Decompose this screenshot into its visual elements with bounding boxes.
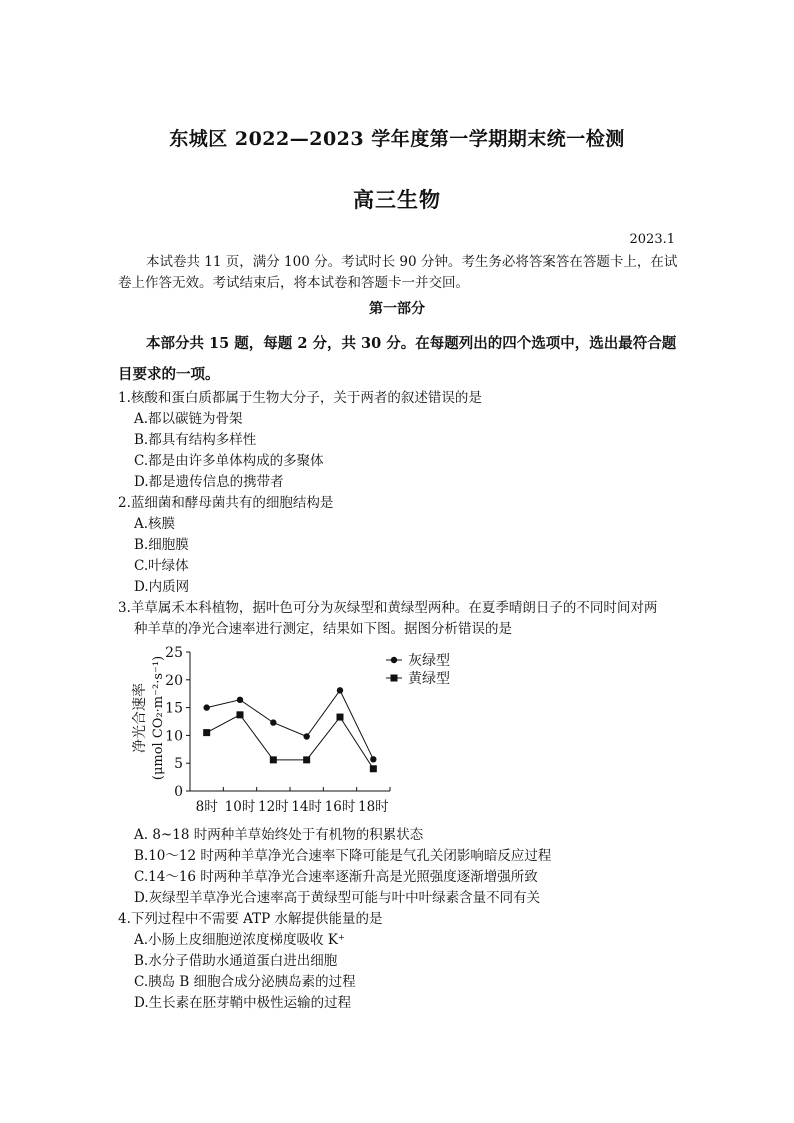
question-3-option-d: D.灰绿型羊草净光合速率高于黄绿型可能与叶中叶绿素含量不同有关	[134, 890, 541, 906]
data-point	[303, 733, 309, 739]
data-point	[270, 719, 276, 725]
y-axis-label-line-2: (μmol CO₂·m⁻²·s⁻¹)	[151, 655, 166, 781]
question-3-option-b: B.10～12 时两种羊草净光合速率下降可能是气孔关闭影响暗反应过程	[134, 848, 552, 864]
x-tick-label: 18时	[357, 799, 389, 815]
data-point	[370, 765, 377, 772]
question-2-option-c: C.叶绿体	[134, 558, 189, 574]
question-1-option-d: D.都是遗传信息的携带者	[134, 474, 284, 490]
question-1-option-a: A.都以碳链为骨架	[134, 411, 243, 427]
x-tick-label: 8时	[195, 799, 218, 815]
data-point	[370, 756, 376, 762]
y-tick-label: 15	[165, 700, 183, 717]
data-point	[237, 711, 244, 718]
chart-legend	[386, 652, 450, 687]
question-3-stem-line-2: 种羊草的净光合速率进行测定，结果如下图。据图分析错误的是	[134, 621, 512, 637]
question-2-option-a: A.核膜	[134, 516, 176, 532]
question-4-option-d: D.生长素在胚芽鞘中极性运输的过程	[134, 995, 352, 1011]
data-point	[203, 729, 210, 736]
legend-marker	[391, 675, 398, 682]
question-3-stem-line-1: 3.羊草属禾本科植物，据叶色可分为灰绿型和黄绿型两种。在夏季晴朗日子的不同时间对两	[118, 600, 658, 616]
data-point	[237, 697, 243, 703]
question-4-option-b: B.水分子借助水通道蛋白进出细胞	[134, 953, 338, 969]
x-tick-label: 12时	[257, 799, 289, 815]
exam-title: 东城区 2022—2023 学年度第一学期期末统一检测	[169, 128, 625, 150]
legend-label: 灰绿型	[408, 653, 450, 669]
chart-axes	[190, 652, 390, 791]
y-axis-label-line-1: 净光合速率	[132, 683, 148, 753]
question-4-stem: 4.下列过程中不需要 ATP 水解提供能量的是	[118, 911, 383, 927]
question-2-option-d: D.内质网	[134, 579, 190, 595]
y-tick-label: 20	[165, 672, 183, 689]
exam-intro: 本试卷共 11 页，满分 100 分。考试时长 90 分钟。考生务必将答案答在答题卡上，在试卷上作答无效。考试结束后，将本试卷和答题卡一并交回。	[118, 254, 678, 291]
question-3-option-a: A. 8~18 时两种羊草始终处于有机物的积累状态	[134, 827, 424, 843]
legend-label: 黄绿型	[408, 671, 450, 687]
y-axis-ticks	[165, 645, 190, 800]
series-line-1	[207, 690, 374, 759]
part-instructions: 本部分共 15 题，每题 2 分，共 30 分。在每题列出的四个选项中，选出最符合题目要求的一项。	[118, 335, 677, 383]
x-tick-label: 10时	[224, 799, 256, 815]
question-1-option-c: C.都是由许多单体构成的多聚体	[134, 453, 324, 469]
data-point	[303, 756, 310, 763]
question-2-option-b: B.细胞膜	[134, 537, 189, 553]
question-4-option-a: A.小肠上皮细胞逆浓度梯度吸收 K⁺	[134, 932, 346, 948]
series-line-2	[207, 715, 374, 769]
x-tick-label: 14时	[291, 799, 323, 815]
question-1-option-b: B.都具有结构多样性	[134, 432, 257, 448]
question-1-stem: 1.核酸和蛋白质都属于生物大分子，关于两者的叙述错误的是	[118, 390, 482, 406]
question-4-option-c: C.胰岛 B 细胞合成分泌胰岛素的过程	[134, 974, 356, 990]
y-tick-label: 10	[165, 728, 183, 745]
question-3-option-c: C.14～16 时两种羊草净光合速率逐渐升高是光照强度逐渐增强所致	[134, 869, 538, 885]
question-2-stem: 2.蓝细菌和酵母菌共有的细胞结构是	[118, 495, 334, 511]
x-tick-label: 16时	[324, 799, 356, 815]
data-point	[337, 714, 344, 721]
y-tick-label: 25	[165, 645, 183, 661]
data-point	[203, 704, 209, 710]
chart-series	[203, 687, 377, 772]
y-tick-label: 0	[174, 784, 183, 800]
y-tick-label: 5	[174, 756, 183, 773]
exam-date: 2023.1	[629, 232, 675, 247]
data-point	[270, 756, 277, 763]
data-point	[337, 687, 343, 693]
legend-marker	[391, 657, 397, 663]
net-photosynthesis-chart	[126, 638, 476, 828]
exam-subject: 高三生物	[353, 187, 441, 212]
part-title: 第一部分	[369, 301, 425, 317]
